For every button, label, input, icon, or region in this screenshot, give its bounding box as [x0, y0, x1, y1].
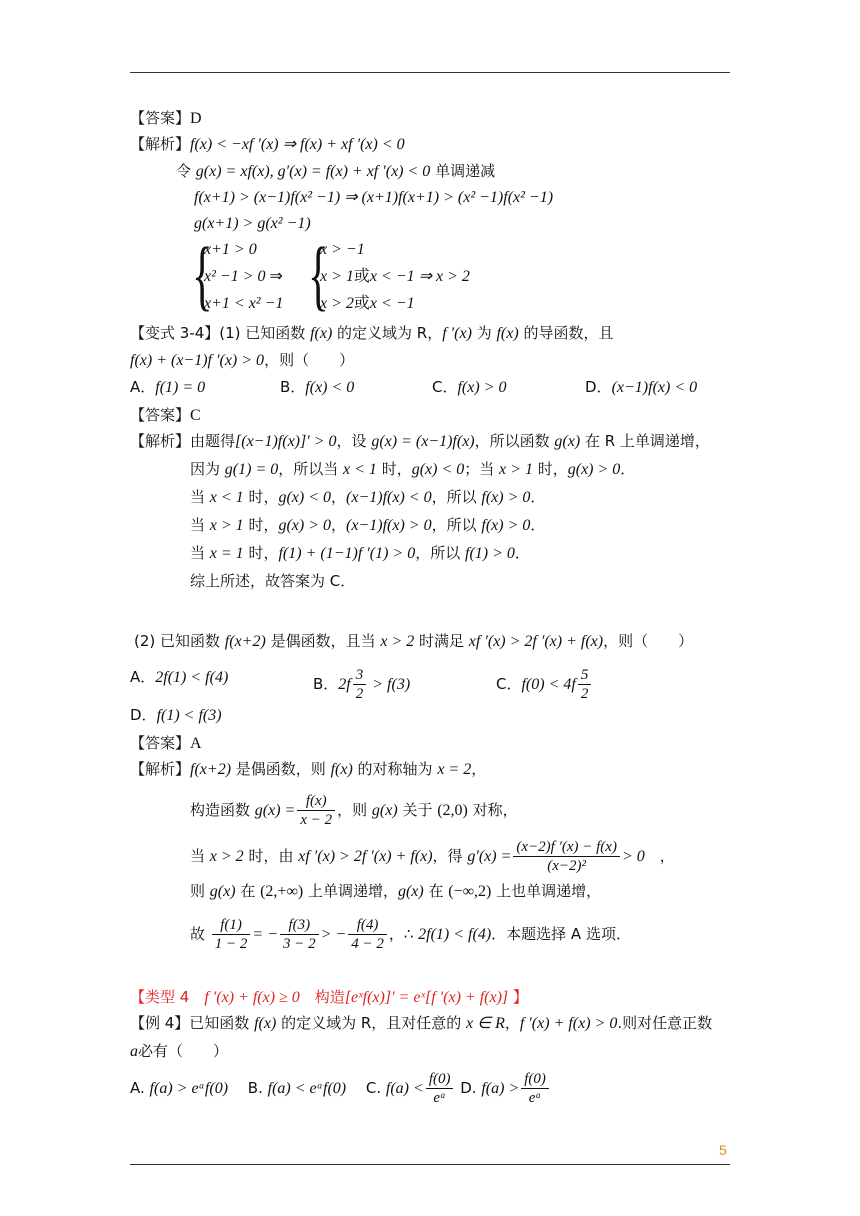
math-text: 2f(1) < f(4): [418, 926, 492, 943]
math-text: [(x−1)f(x)]′ > 0: [235, 433, 337, 450]
body-text: 是偶函数，则: [231, 760, 331, 778]
body-text: ，则（ ）: [603, 632, 694, 650]
body-text: ，: [644, 847, 675, 865]
body-text: 【例 4】已知函数: [130, 1014, 255, 1032]
body-text: ，所以: [431, 516, 482, 534]
math-text: g(x): [397, 883, 424, 900]
body-text: ，则: [337, 801, 372, 819]
math-text: g(x) > 0: [278, 517, 332, 534]
math-text: g(x) < 0: [278, 489, 332, 506]
math-text: D: [190, 110, 202, 127]
body-text: 在: [423, 882, 449, 900]
body-text: 当: [190, 488, 210, 506]
text-line: [320, 265, 470, 288]
body-text: 为: [471, 324, 497, 342]
body-text: 的对称轴为: [352, 760, 438, 778]
left-brace-system-2: {: [308, 231, 329, 318]
body-text: 构造: [299, 988, 345, 1006]
body-text: 因为: [190, 460, 225, 478]
text-line: [190, 916, 631, 953]
math-text: g(x) > 0: [567, 461, 621, 478]
fraction: [513, 838, 620, 875]
math-text: g(x): [554, 433, 581, 450]
fraction: [521, 1070, 549, 1107]
math-text: x > −1: [320, 241, 365, 258]
math-text: f(0) < 4f: [521, 676, 576, 693]
math-text: = −: [252, 926, 278, 943]
body-text: 时，: [243, 516, 279, 534]
body-text: (2) 已知函数: [134, 632, 225, 650]
math-text: C: [190, 407, 201, 424]
body-text: 【答案】: [130, 734, 191, 752]
body-text: ．: [514, 544, 530, 562]
fraction: [353, 666, 367, 703]
body-text: 时，: [243, 544, 279, 562]
fraction: [426, 1070, 454, 1107]
body-text: ，得: [432, 847, 468, 865]
math-text: f(1) > 0: [465, 545, 515, 562]
body-text: 令: [176, 162, 196, 180]
math-text: g(x): [209, 883, 236, 900]
math-text: f(a) <: [385, 1080, 424, 1097]
text-line: [432, 376, 506, 399]
body-text: C.: [346, 1079, 386, 1097]
math-text: x < −1: [369, 295, 415, 312]
body-text: 是偶函数，且当: [265, 632, 381, 650]
body-text: ，: [504, 1014, 520, 1032]
body-text: 当: [190, 516, 210, 534]
text-line: [130, 986, 528, 1009]
text-line: [190, 542, 530, 565]
body-text: ；当: [464, 460, 500, 478]
fraction: [348, 916, 387, 953]
body-text: 单调递减: [430, 162, 496, 180]
body-text: 当: [190, 544, 210, 562]
math-text: f ′(x) + f(x) ≥ 0: [204, 989, 300, 1006]
denominator: (x−2)²: [547, 858, 587, 874]
fraction: [212, 916, 251, 953]
text-line: [130, 322, 613, 345]
body-text: 当: [190, 847, 210, 865]
math-text: g′(x) =: [467, 848, 512, 865]
body-text: 必有（ ）: [138, 1042, 229, 1060]
math-text: 2f(1) < f(4): [155, 669, 229, 686]
math-text: [eˣf(x)]′ = eˣ[f ′(x) + f(x)]: [344, 989, 509, 1006]
math-text: x < 1: [209, 489, 244, 506]
body-text: 的定义域为 R，: [332, 324, 443, 342]
text-line: [320, 292, 415, 315]
denominator: 2: [355, 686, 364, 702]
body-text: ，所以: [415, 544, 465, 562]
text-line: [313, 666, 410, 703]
math-text: f(x) + (x−1)f ′(x) > 0: [130, 352, 265, 369]
denominator: 2: [580, 686, 589, 702]
body-text: 的定义域为 R，且对任意的: [276, 1014, 467, 1032]
body-text: D．: [585, 378, 612, 396]
math-text: f(a) >: [481, 1080, 520, 1097]
math-text: a: [130, 1043, 138, 1060]
denominator: 3 − 2: [283, 936, 316, 952]
math-text: g(x): [371, 802, 398, 819]
body-text: ，所以: [431, 488, 482, 506]
text-line: [130, 430, 710, 453]
body-text: D.: [455, 1079, 482, 1097]
math-text: > f(3): [368, 676, 411, 693]
body-text: .则对任意正数: [617, 1014, 713, 1032]
math-text: g(1) = 0: [224, 461, 279, 478]
text-line: [130, 666, 228, 689]
math-text: g(x+1) > g(x² −1): [194, 215, 311, 232]
math-text: g(x) = (x−1)f(x): [371, 433, 475, 450]
text-line: [176, 160, 495, 183]
numerator: 5: [578, 666, 592, 685]
text-line: [130, 704, 222, 727]
fraction: [578, 666, 592, 703]
math-text: x > 1: [320, 268, 354, 285]
denominator: x − 2: [300, 812, 333, 828]
body-text: 故: [190, 925, 210, 943]
math-text: f(x): [254, 1015, 277, 1032]
body-text: B．: [280, 378, 306, 396]
text-line: [280, 376, 354, 399]
body-text: ，所以函数: [474, 432, 555, 450]
math-text: > 0: [621, 848, 645, 865]
numerator: (x−2)f ′(x) − f(x): [513, 838, 620, 857]
fraction: [297, 792, 335, 829]
body-text: 综上所述，故答案为 C．: [190, 572, 356, 590]
numerator: f(0): [426, 1070, 454, 1089]
math-text: (2,0): [437, 802, 468, 819]
text-line: [130, 1012, 712, 1035]
text-line: [204, 292, 283, 315]
math-text: x > 2: [320, 295, 354, 312]
numerator: 3: [353, 666, 367, 685]
text-line: [130, 133, 405, 156]
math-text: (x−1)f(x) > 0: [346, 517, 432, 534]
body-text: 在: [235, 882, 261, 900]
body-text: A.: [130, 1079, 150, 1097]
text-line: [130, 758, 486, 781]
body-text: 】: [508, 988, 528, 1006]
math-text: f(x) > 0: [481, 489, 531, 506]
math-text: f(x): [330, 761, 353, 778]
body-text: 时，: [376, 460, 412, 478]
text-line: [190, 838, 675, 875]
math-text: (x−1)f(x) < 0: [611, 379, 698, 396]
math-text: x ∈ R: [466, 1015, 505, 1032]
body-text: 上也单调递增，: [491, 882, 602, 900]
math-text: (x−1)f(x) < 0: [346, 489, 432, 506]
text-line: [130, 732, 202, 755]
math-text: xf ′(x) > 2f ′(x) + f(x): [468, 633, 604, 650]
math-text: x+1 > 0: [204, 241, 257, 258]
body-text: ，: [331, 516, 347, 534]
body-text: B．: [313, 675, 339, 693]
text-line: [130, 404, 201, 427]
text-line: [190, 880, 601, 903]
body-text: 【解析】由题得: [130, 432, 236, 450]
text-line: [496, 666, 593, 703]
body-text: 上单调递增，: [303, 882, 398, 900]
body-text: 时，: [532, 460, 568, 478]
math-text: x > 1: [499, 461, 533, 478]
denominator: eᵃ: [433, 1090, 446, 1106]
body-text: 对称，: [467, 801, 518, 819]
math-text: ⇒: [265, 268, 283, 285]
body-text: 时，: [243, 488, 279, 506]
body-text: ．: [530, 488, 546, 506]
text-line: [130, 349, 354, 372]
math-text: g(x) =: [254, 802, 296, 819]
header-rule: [130, 72, 730, 73]
math-text: 2f: [338, 676, 351, 693]
text-line: [130, 1070, 551, 1107]
math-text: f(x): [496, 325, 519, 342]
math-text: f(a) < eᵃf(0): [267, 1080, 347, 1097]
math-text: x+1 < x² −1: [204, 295, 284, 312]
numerator: f(x): [297, 792, 335, 811]
body-text: 则: [190, 882, 210, 900]
math-text: f(a) > eᵃf(0): [149, 1080, 229, 1097]
math-text: f(x+2): [190, 761, 232, 778]
page-number: 5: [719, 1142, 727, 1158]
footer-rule: [130, 1164, 730, 1165]
math-text: x = 2: [437, 761, 472, 778]
math-text: f(x) > 0: [481, 517, 531, 534]
numerator: f(0): [521, 1070, 549, 1089]
math-text: f(x) < 0: [305, 379, 355, 396]
math-text: f ′(x): [442, 325, 472, 342]
body-text: B.: [228, 1079, 268, 1097]
body-text: C．: [432, 378, 458, 396]
math-text: x = 1: [209, 545, 244, 562]
math-text: f(x) < −xf ′(x) ⇒ f(x) + xf ′(x) < 0: [190, 136, 405, 153]
math-text: xf ′(x) > 2f ′(x) + f(x): [298, 848, 433, 865]
text-line: [190, 458, 635, 481]
body-text: ，所以当: [278, 460, 344, 478]
text-line: [585, 376, 697, 399]
math-text: 或: [353, 268, 370, 285]
body-text: 在 R 上单调递增，: [580, 432, 710, 450]
numerator: f(1): [212, 916, 251, 935]
math-text: > −: [320, 926, 347, 943]
body-text: C．: [496, 675, 522, 693]
text-line: [130, 107, 202, 130]
left-brace-system-1: {: [192, 231, 213, 318]
body-text: 【解析】: [130, 760, 191, 778]
denominator: 4 − 2: [351, 936, 384, 952]
math-text: x > 1: [209, 517, 244, 534]
body-text: ，: [331, 488, 347, 506]
denominator: 1 − 2: [214, 936, 248, 952]
body-text: ．本题选择 A 选项．: [491, 925, 631, 943]
numerator: f(4): [348, 916, 387, 935]
text-line: [190, 486, 545, 509]
body-text: A．: [130, 668, 156, 686]
body-text: ，∴: [388, 925, 419, 943]
math-text: x < 1: [343, 461, 377, 478]
body-text: 【解析】: [130, 135, 191, 153]
math-text: f(1) < f(3): [156, 707, 222, 724]
text-line: [190, 514, 545, 537]
math-text: f(1) = 0: [155, 379, 206, 396]
math-text: (−∞,2): [448, 883, 492, 900]
math-text: f(x+2): [224, 633, 266, 650]
text-line: [190, 792, 518, 829]
body-text: 关于: [397, 801, 438, 819]
text-line: [130, 1040, 228, 1063]
body-text: 【类型 4: [130, 988, 205, 1006]
math-text: f(1) + (1−1)f ′(1) > 0: [278, 545, 416, 562]
text-line: [190, 570, 355, 592]
body-text: A．: [130, 378, 156, 396]
math-text: (2,+∞): [260, 883, 304, 900]
body-text: D．: [130, 706, 157, 724]
denominator: eᵃ: [528, 1090, 542, 1106]
math-text: A: [190, 735, 202, 752]
body-text: 【答案】: [130, 406, 191, 424]
math-text: g(x) < 0: [411, 461, 465, 478]
text-line: [130, 376, 205, 399]
body-text: ，: [471, 760, 487, 778]
body-text: 时，由: [243, 847, 299, 865]
math-text: f(x+1) > (x−1)f(x² −1) ⇒ (x+1)f(x+1) > (x² −1)f(x² −1): [194, 189, 554, 206]
math-text: f ′(x) + f(x) > 0: [519, 1015, 618, 1032]
math-text: x > 2: [209, 848, 244, 865]
body-text: 时满足: [414, 632, 469, 650]
text-line: [204, 265, 283, 288]
body-text: ，设: [336, 432, 372, 450]
numerator: f(3): [280, 916, 319, 935]
text-line: [134, 630, 693, 653]
fraction: [280, 916, 319, 953]
math-text: 或: [353, 295, 370, 312]
math-text: x² −1 > 0: [204, 268, 266, 285]
body-text: 构造函数: [190, 801, 255, 819]
math-text: x > 2: [380, 633, 415, 650]
text-line: [194, 186, 553, 209]
math-text: f(x): [310, 325, 333, 342]
body-text: 【变式 3-4】(1) 已知函数: [130, 324, 311, 342]
body-text: ．: [530, 516, 546, 534]
body-text: ，则（ ）: [264, 351, 355, 369]
body-text: 的导函数，且: [518, 324, 614, 342]
math-text: g(x) = xf(x), g′(x) = f(x) + xf ′(x) < 0: [195, 163, 431, 180]
body-text: ．: [620, 460, 636, 478]
body-text: 【答案】: [130, 109, 191, 127]
math-text: x < −1 ⇒ x > 2: [369, 268, 470, 285]
math-text: f(x) > 0: [457, 379, 507, 396]
